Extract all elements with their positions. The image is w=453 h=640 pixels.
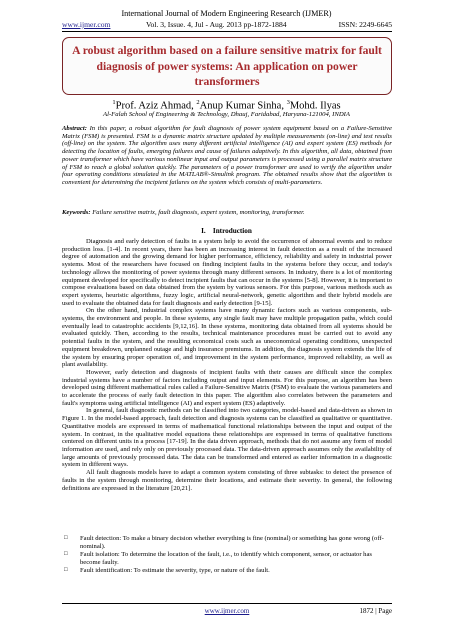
section-title: Introduction xyxy=(212,227,252,235)
checkbox-bullet-icon: □ xyxy=(64,550,68,557)
title-box xyxy=(62,37,392,95)
body-text xyxy=(62,238,392,492)
section-heading xyxy=(0,227,453,236)
list-item xyxy=(62,535,392,550)
definition-list xyxy=(62,535,392,575)
paragraph: However, early detection and diagnosis of incipient faults with their causes are difficult since the complex industrial systems have a number of factors including output and input elements. For this purpose, an algorithm has been developed using different mathematical rules called a Failure-Sensitive Matrix (FSM) to evaluate the various parameters and to accelerate the process of early fault detection in this paper. The algorithm also correlates between the parameters and fault's symptoms using artificial intelligence (AI) and expert system (ES) adaptively. xyxy=(62,368,392,407)
header-divider xyxy=(62,31,392,32)
keywords-text: Failure sensitive matrix, fault diagnosis, expert system, monitoring, transformer. xyxy=(90,209,305,216)
paragraph: Diagnosis and early detection of faults in a system help to avoid the occurrence of abnormal events and to reduce production loss. [1-4]. In recent years, there has been an increasing interest in fault detection as a result of the increased degree of automation and the growing demand for higher performance, efficiency, reliability and safety in industrial power systems. Most of the researchers have focused on finding incipient faults in the systems before they occur, and today's technology allows the monitoring of power systems through many different sensors. In industry, there is a lot of monitoring equipment developed for specifically to detect incipient faults that can occur in the systems [5-8]. However, it is important to compose evaluations based on data obtained from the system by various sensors. For this purpose, various methods such as expert systems, heuristic algorithms, fuzzy logic, artificial neural-network, genetic algorithm and their hybrid models are used to evaluate the obtained data for fault diagnosis and early detection [9-15]. xyxy=(62,238,392,307)
header-website-link[interactable]: www.ijmer.com xyxy=(62,20,111,29)
author-1-index: 1 xyxy=(112,99,116,106)
header-volume: Vol. 3, Issue. 4, Jul - Aug. 2013 pp-1872-1884 xyxy=(146,20,287,29)
journal-name: International Journal of Modern Engineering Research (IJMER) xyxy=(121,9,332,18)
list-item xyxy=(62,567,392,575)
checkbox-bullet-icon: □ xyxy=(64,566,68,573)
page-number: 1872 | Page xyxy=(359,607,392,615)
affiliation: Al-Falah School of Engineering & Technology, Dhauj, Faridabad, Haryana-121004, INDIA xyxy=(103,111,350,118)
author-2: Anup Kumar Sinha, xyxy=(199,100,287,112)
paragraph: All fault diagnosis models have to adapt a common system consisting of three subtasks: to detect the presence of faults in the system through monitoring, determine their locations, and estimate their severity. In general, the following definitions are expressed in the literature [20,21]. xyxy=(62,469,392,492)
abstract xyxy=(62,125,392,187)
list-item xyxy=(62,551,392,566)
paragraph: In general, fault diagnostic methods can be classified into two categories, model-based and data-driven as shown in Figure 1. In the model-based approach, fault detection and diagnosis systems can be classified as qualitative or quantitative. Quantitative models are expressed in terms of mathematical functional relationships between the input and output of the system. In contrast, in the qualitative model equations these relationships are expressed in terms of qualitative functions centered on different units in a process [17-19]. In the data driven approach, methods that do not assume any form of model information are used, and rely only on previously processed data. The data-driven approach assumes only the availability of large amounts of previously processed data. The data can be transformed and entered as earlier information in a diagnostic system in different ways. xyxy=(62,407,392,469)
keywords-label: Keywords: xyxy=(62,209,91,216)
paragraph: On the other hand, industrial complex systems have many dynamic factors such as various components, sub-systems, the environment and people. In these systems, any single fault may have multiple propagation paths, which could eventually lead to catastrophic accidents [9,12,16]. In these systems, monitoring data obtained from all systems should be evaluated quickly. Then, according to the results, technical maintenance procedures must be carried out to avoid any potential faults in the system, and the resulting economical costs such as uneconomical operating conditions, unexpected equipment breakdown, unplanned outage and high insurance premiums. In addition, the diagnosis system extends the life of the system by ensuring proper operation of, and improvement in the system performance, improved reliability, as well as plant availability. xyxy=(62,307,392,369)
author-2-index: 2 xyxy=(196,99,200,106)
header-issn: ISSN: 2249-6645 xyxy=(338,20,392,29)
section-number: I. xyxy=(201,227,206,235)
list-item-text: Fault isolation: To determine the location of the fault, i.e., to identify which component, sensor, or actuator has become faulty. xyxy=(80,550,372,566)
footer-divider xyxy=(62,603,392,604)
list-item-text: Fault identification: To estimate the severity, type, or nature of the fault. xyxy=(80,566,270,574)
author-3-index: 3 xyxy=(286,99,290,106)
abstract-label: Abstract: xyxy=(62,125,87,132)
keywords xyxy=(62,209,392,217)
abstract-text: In this paper, a robust algorithm for fault diagnosis of power system equipment based on a Failure-Sensitive Matrix (FSM) is presented. FSM is a dynamic matrix structure updated by multiple measurements (on-line) and test results (off-line) on the system. The algorithm uses many different artificial intelligence (AI) and expert system (ES) methods for detecting the location of faults, emerging failures and cause of failures adaptively. In this algorithm, all data, obtained from power transformer which have various nonlinear input and output parameters is processed using a parallel matrix structure of FSM to reach a global solution quickly. The parameters of a power transformer are used to verify the algorithm under four operating conditions simulated in the MATLAB®-Simulink program. The obtained results show that the algorithm is convenient for determining the incipient failures on the system which consists of multi-parameters. xyxy=(62,125,392,186)
paper-title: A robust algorithm based on a failure sensitive matrix for fault diagnosis of power systems: An application on power transformers xyxy=(72,44,382,88)
checkbox-bullet-icon: □ xyxy=(64,535,68,541)
author-3: Mohd. Ilyas xyxy=(289,100,341,112)
list-item-text: Fault detection: To make a binary decision whether everything is fine (nominal) or something has gone wrong (off-nominal). xyxy=(80,535,384,550)
author-1: Prof. Aziz Ahmad, xyxy=(115,100,197,112)
footer-website-link[interactable]: www.ijmer.com xyxy=(204,607,250,615)
